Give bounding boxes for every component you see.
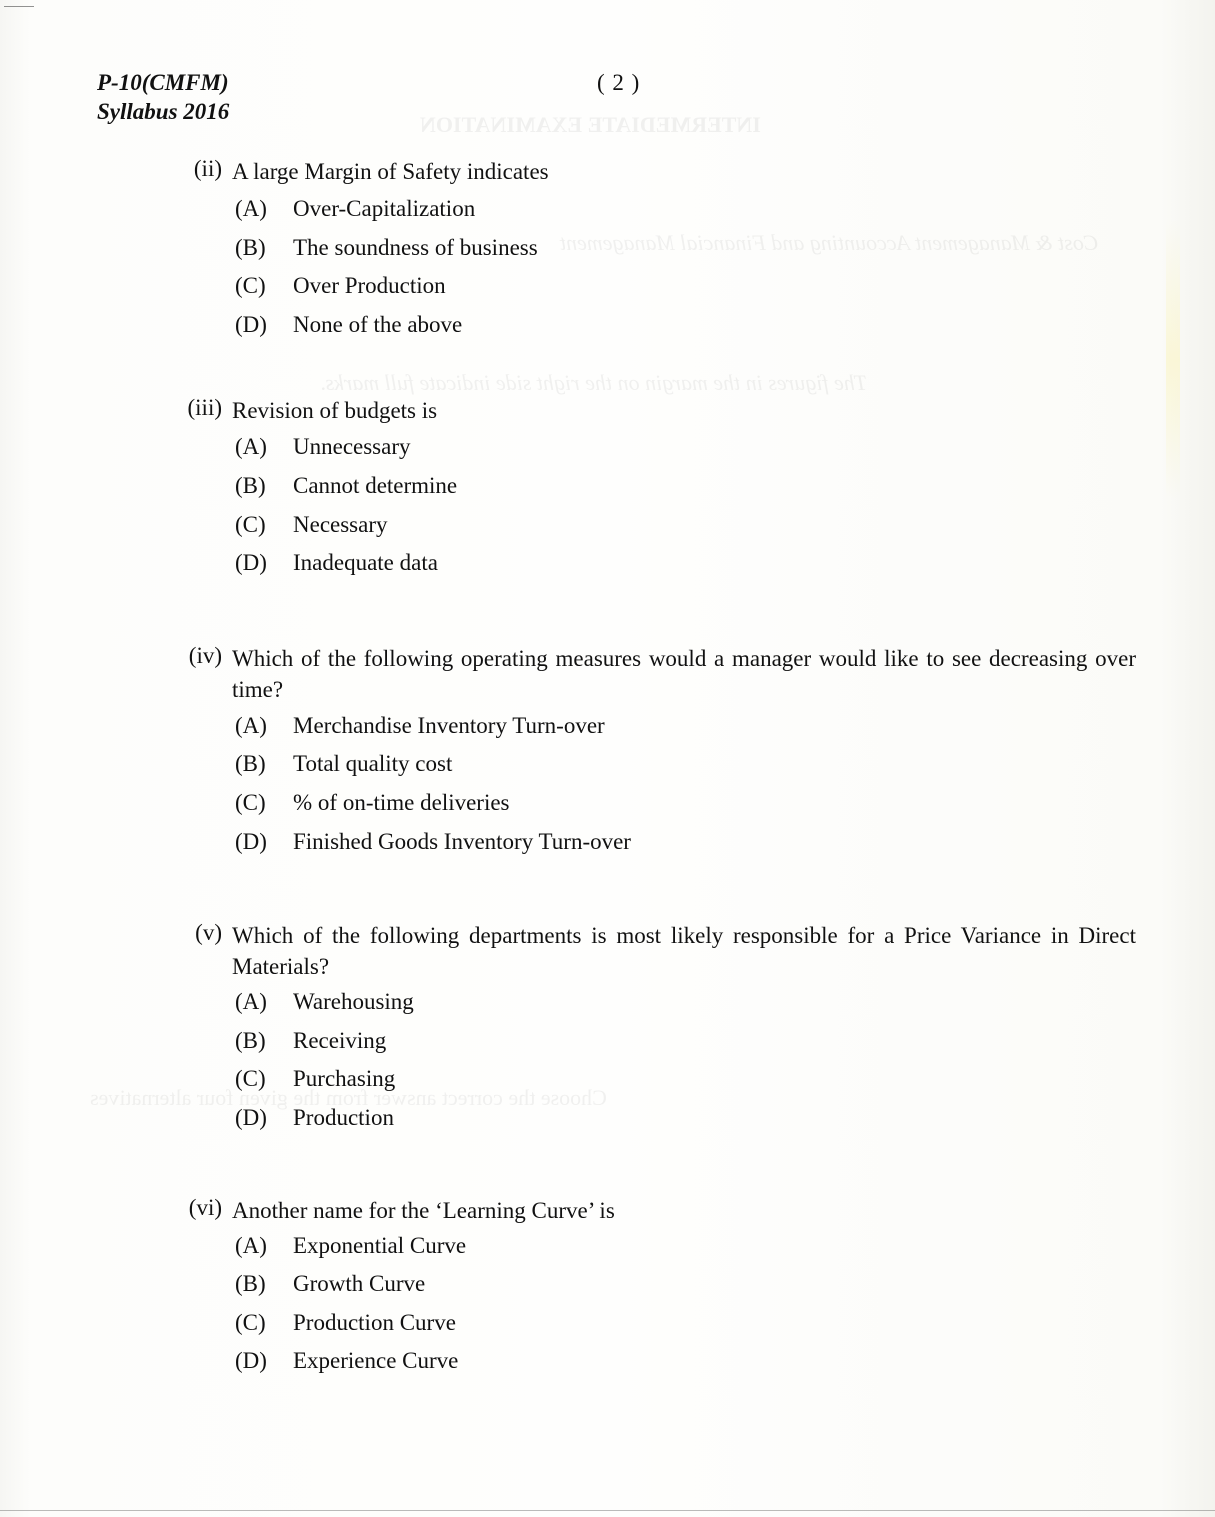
question-number: (ii): [193, 156, 222, 181]
show-through-text: Choose the correct answer from the given four alternatives: [90, 1085, 607, 1110]
option-text: Over-Capitalization: [293, 196, 476, 221]
question-text: Another name for the ‘Learning Curve’ is: [232, 1198, 615, 1223]
question-text: Which of the following operating measures would a manager would like to see decreasing over time?: [232, 646, 1136, 702]
option-letter: (A): [235, 434, 267, 459]
paper-code: P-10(CMFM): [97, 70, 229, 95]
question-number: (v): [195, 920, 222, 945]
option-letter: (D): [235, 829, 267, 854]
option-text: Production Curve: [293, 1310, 456, 1335]
page-number: ( 2 ): [597, 70, 641, 95]
option-text: Necessary: [293, 512, 388, 537]
option-text: None of the above: [293, 312, 463, 337]
option-text: Finished Goods Inventory Turn-over: [293, 829, 631, 854]
option-letter: (C): [235, 512, 266, 537]
syllabus-year: Syllabus 2016: [97, 99, 230, 124]
option-text: Purchasing: [293, 1066, 396, 1091]
option-letter: (A): [235, 713, 267, 738]
option-letter: (D): [235, 1105, 267, 1130]
option-letter: (B): [235, 1271, 266, 1296]
paper-header: [97, 68, 229, 126]
question-number: (vi): [188, 1195, 222, 1220]
option-letter: (A): [235, 1233, 267, 1258]
option-letter: (D): [235, 1348, 267, 1373]
question-text: Revision of budgets is: [232, 398, 438, 423]
option-letter: (A): [235, 196, 267, 221]
option-text: Cannot determine: [293, 473, 458, 498]
option-text: Total quality cost: [293, 751, 453, 776]
show-through-text: INTERMEDIATE EXAMINATION: [420, 112, 761, 137]
option-text: Over Production: [293, 273, 446, 298]
option-text: Experience Curve: [293, 1348, 459, 1373]
option-letter: (A): [235, 989, 267, 1014]
option-text: Unnecessary: [293, 434, 411, 459]
option-text: % of on-time deliveries: [293, 790, 510, 815]
option-letter: (C): [235, 790, 266, 815]
page-corner-mark: [4, 6, 34, 7]
show-through-text: Cost & Management Accounting and Financial Management: [560, 230, 1099, 255]
option-text: Exponential Curve: [293, 1233, 467, 1258]
option-letter: (B): [235, 751, 266, 776]
option-text: Inadequate data: [293, 550, 438, 575]
option-letter: (D): [235, 312, 267, 337]
paper-tint: [1166, 220, 1180, 500]
option-text: Receiving: [293, 1028, 387, 1053]
option-text: Growth Curve: [293, 1271, 426, 1296]
option-letter: (B): [235, 235, 266, 260]
option-text: Warehousing: [293, 989, 414, 1014]
page-bottom-edge: [0, 1510, 1215, 1511]
show-through-text: The figures in the margin on the right side indicate full marks.: [320, 370, 868, 395]
option-letter: (B): [235, 1028, 266, 1053]
option-text: Production: [293, 1105, 394, 1130]
option-text: The soundness of business: [293, 235, 538, 260]
option-letter: (C): [235, 273, 266, 298]
option-letter: (B): [235, 473, 266, 498]
question-number: (iv): [188, 643, 222, 668]
question-number: (iii): [187, 395, 222, 420]
option-letter: (C): [235, 1066, 266, 1091]
option-letter: (C): [235, 1310, 266, 1335]
option-text: Merchandise Inventory Turn-over: [293, 713, 605, 738]
question-text: A large Margin of Safety indicates: [232, 159, 549, 184]
question-text: Which of the following departments is most likely responsible for a Price Variance in Direct Materials?: [232, 923, 1136, 979]
option-letter: (D): [235, 550, 267, 575]
